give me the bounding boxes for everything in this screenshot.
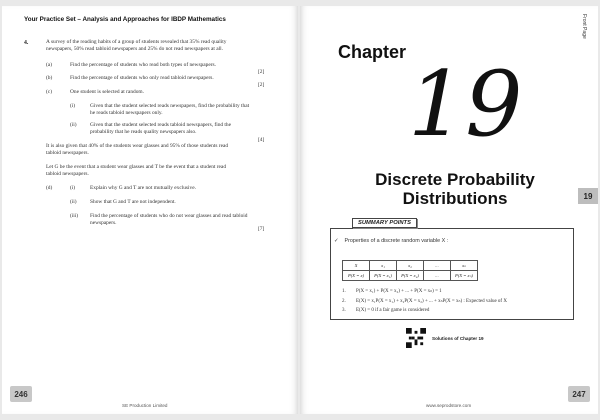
right-page [300, 6, 598, 414]
part-c-ii-label: (ii) [70, 122, 77, 128]
front-page-tab: Front Page [581, 14, 587, 39]
part-a-text: Find the percentage of students who read both types of newspapers. [70, 62, 216, 68]
part-c-i-line-2: he reads tabloid newspapers only. [90, 110, 163, 116]
chapter-label: Chapter [338, 42, 407, 62]
part-d-label: (d) [46, 185, 53, 191]
chapter-number: 19 [408, 52, 523, 157]
summary-points-badge: SUMMARY POINTS [352, 218, 417, 228]
events-def-line-1: Let G be the event that a student wear glasses and T be the event that a student read [46, 164, 227, 170]
qr-code-icon[interactable] [406, 328, 426, 348]
part-c-i-line-1: Given that the student selected reads newspapers, find the probability that [90, 103, 250, 109]
left-page [2, 6, 298, 414]
running-head: Your Practice Set – Analysis and Approaches for IBDP Mathematics [24, 16, 226, 23]
part-c-i-label: (i) [70, 103, 76, 109]
property-3-text: E(X) = 0 if a fair game is considered [356, 308, 430, 313]
table-cell: ... [424, 261, 451, 271]
table-cell: P(X = x₁) [370, 271, 397, 281]
part-d-iii-line-2: newspapers. [90, 220, 117, 226]
property-2-number: 2. [342, 299, 346, 304]
property-3-number: 3. [342, 308, 346, 313]
page-number-left: 246 [10, 386, 32, 402]
part-d-i-label: (i) [70, 185, 76, 191]
table-cell: P(X = x) [343, 271, 370, 281]
part-a-mark: [2] [258, 69, 265, 75]
property-2 [342, 298, 507, 304]
table-row [343, 261, 478, 271]
chapter-title-line-2: Distributions [402, 189, 508, 208]
part-c-ii-line-2: probability that he reads quality newspapers also. [90, 129, 197, 135]
table-cell: xₙ [451, 261, 478, 271]
distribution-table [342, 260, 478, 281]
question-intro-line-1: A survey of the reading habits of a group of students revealed that 35% read quality [46, 39, 227, 45]
part-c-mark: [4] [258, 137, 265, 143]
property-1-number: 1. [342, 289, 346, 294]
question-intro-line-2: newspapers, 50% read tabloid newspapers and 25% do not read newspapers at all. [46, 46, 223, 52]
table-cell: ... [424, 271, 451, 281]
table-cell: X [343, 261, 370, 271]
property-1-text: P(X = x₁) + P(X = x₂) + ... + P(X = xₙ) = 1 [356, 289, 442, 294]
table-cell: x₂ [397, 261, 424, 271]
part-d-ii-label: (ii) [70, 199, 77, 205]
summary-point [334, 238, 448, 244]
part-a-label: (a) [46, 62, 52, 68]
footer-website: www.seprodstore.com [426, 403, 472, 408]
events-def-line-2: tabloid newspapers. [46, 171, 89, 177]
part-c-text: One student is selected at random. [70, 89, 144, 95]
table-cell: x₁ [370, 261, 397, 271]
page-number-right: 247 [568, 386, 590, 402]
table-cell: P(X = xₙ) [451, 271, 478, 281]
part-d-i-text: Explain why G and T are not mutually exclusive. [90, 185, 196, 191]
footer-publisher: SE Production Limited [122, 403, 168, 408]
table-cell: P(X = x₂) [397, 271, 424, 281]
part-c-ii-line-1: Given that the student selected reads tabloid newspapers, find the [90, 122, 232, 128]
summary-point-text: Properties of a discrete random variable X : [344, 238, 449, 244]
part-b-mark: [2] [258, 82, 265, 88]
property-1 [342, 288, 442, 294]
part-b-text: Find the percentage of students who only read tabloid newspapers. [70, 75, 214, 81]
glasses-info-line-2: tabloid newspapers. [46, 150, 89, 156]
part-c-label: (c) [46, 89, 52, 95]
part-d-ii-text: Show that G and T are not independent. [90, 199, 176, 205]
solutions-caption: Solutions of Chapter 19 [432, 336, 484, 341]
chapter-title-line-1: Discrete Probability [375, 170, 535, 189]
checkmark-icon: ✓ [334, 238, 339, 244]
property-2-text: E(X) = x₁P(X = x₁) + x₂P(X = x₂) + ... + xₙP(X = xₙ) : Expected value of X [356, 299, 507, 304]
glasses-info-line-1: It is also given that 40% of the students wear glasses and 95% of those students read [46, 143, 229, 149]
part-b-label: (b) [46, 75, 53, 81]
part-d-iii-label: (iii) [70, 213, 79, 219]
table-row [343, 271, 478, 281]
question-number: 4. [24, 40, 29, 46]
chapter-title [340, 170, 570, 208]
property-3 [342, 308, 429, 313]
part-d-mark: [7] [258, 226, 265, 232]
part-d-iii-line-1: Find the percentage of students who do not wear glasses and read tabloid [90, 213, 248, 219]
chapter-thumb-tab: 19 [578, 188, 598, 204]
